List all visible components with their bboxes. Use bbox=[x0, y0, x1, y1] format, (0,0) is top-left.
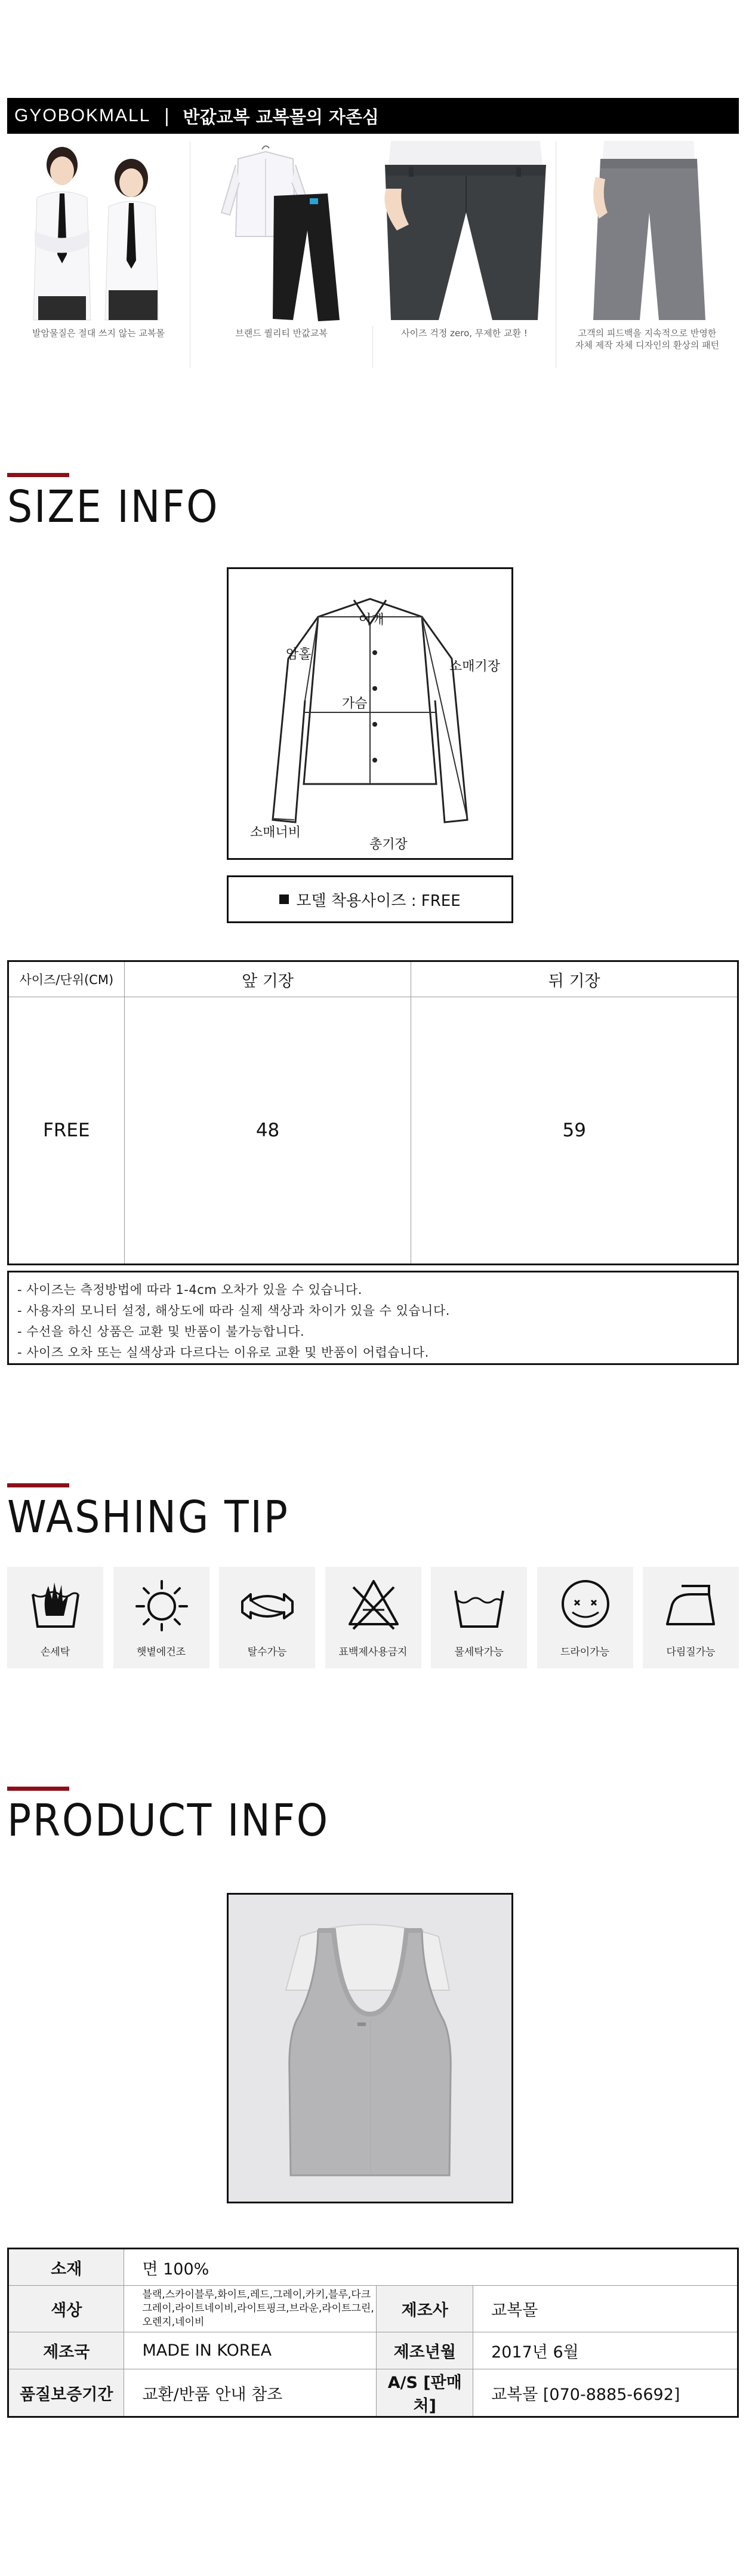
product-photo bbox=[227, 1893, 513, 2203]
brand-bar bbox=[7, 98, 739, 134]
color-key: 색상 bbox=[8, 2286, 124, 2332]
size-table-header: 뒤 기장 bbox=[411, 961, 738, 997]
warranty-value: 교환/반품 안내 참조 bbox=[124, 2369, 377, 2417]
photo-caption bbox=[7, 327, 190, 339]
photo-gray-trousers bbox=[556, 141, 739, 368]
maker-value: 교복몰 bbox=[473, 2286, 738, 2332]
waist-detail-illustration bbox=[373, 141, 556, 326]
shirt-size-diagram bbox=[227, 567, 513, 860]
wash-tile-iron bbox=[643, 1567, 739, 1668]
table-row bbox=[8, 2332, 738, 2369]
shirt-diagram-illustration bbox=[229, 569, 511, 858]
label-total-length: 총기장 bbox=[369, 837, 408, 852]
size-table bbox=[7, 960, 739, 1265]
brand-separator: | bbox=[164, 105, 170, 127]
back-length-cell: 59 bbox=[411, 997, 738, 1265]
intro-photo-strip bbox=[7, 141, 739, 368]
caption-line: 자체 제작 자체 디자인의 환상의 패턴 bbox=[575, 340, 720, 351]
table-row bbox=[8, 997, 738, 1265]
material-key: 소재 bbox=[8, 2249, 124, 2286]
material-value: 면 100% bbox=[124, 2249, 738, 2286]
brand-slogan: 반값교복 교복몰의 자존심 bbox=[183, 106, 379, 127]
label-sleeve-length: 소매기장 bbox=[449, 659, 501, 674]
model-fit-box bbox=[227, 875, 513, 923]
label-shoulder: 어깨 bbox=[359, 613, 384, 628]
as-value: 교복몰 [070-8885-6692] bbox=[473, 2369, 738, 2417]
size-info-heading-block bbox=[7, 473, 243, 532]
maker-key: 제조사 bbox=[377, 2286, 473, 2332]
wash-label: 물세탁가능 bbox=[454, 1646, 504, 1658]
date-key: 제조년월 bbox=[377, 2332, 473, 2369]
wash-label: 드라이가능 bbox=[560, 1646, 610, 1658]
sun-dry-icon bbox=[134, 1576, 189, 1631]
note-line: - 수선을 하신 상품은 교환 및 반품이 불가능합니다. bbox=[17, 1324, 305, 1339]
label-chest: 가슴 bbox=[342, 696, 368, 711]
country-value: MADE IN KOREA bbox=[124, 2332, 377, 2369]
wash-label: 손세탁 bbox=[40, 1646, 70, 1658]
size-notes bbox=[7, 1271, 739, 1365]
product-info-table bbox=[7, 2248, 739, 2418]
iron-icon bbox=[664, 1576, 719, 1631]
label-cuff: 소매너비 bbox=[250, 825, 301, 840]
students-photo-illustration bbox=[7, 141, 190, 326]
gray-trousers-illustration bbox=[556, 141, 739, 326]
color-value: 블랙,스카이블루,화이트,레드,그레이,카키,블루,다크그레이,라이트네이비,라이트핑크,브라운,라이트그린,오렌지,네이비 bbox=[124, 2286, 377, 2332]
caption-line: 사이즈 걱정 zero, 무제한 교환 ! bbox=[401, 328, 528, 339]
caption-line: 발암물질은 절대 쓰지 않는 교복몰 bbox=[32, 328, 165, 339]
product-info-heading: PRODUCT INFO bbox=[7, 1795, 329, 1846]
front-length-cell: 48 bbox=[124, 997, 411, 1265]
product-info-heading-block bbox=[7, 1787, 365, 1846]
photo-caption bbox=[190, 327, 373, 339]
hanger-outfit-illustration bbox=[190, 141, 373, 326]
wash-tile-no-bleach bbox=[325, 1567, 421, 1668]
heading-accent-line bbox=[7, 473, 69, 477]
table-row bbox=[8, 2369, 738, 2417]
table-row bbox=[8, 2249, 738, 2286]
table-row bbox=[8, 2286, 738, 2332]
wash-label: 햇볕에건조 bbox=[136, 1646, 186, 1658]
wash-tile-hand-wash bbox=[7, 1567, 103, 1668]
brand-name: GYOBOKMALL bbox=[14, 106, 151, 125]
wring-icon bbox=[240, 1576, 295, 1631]
wash-label: 다림질가능 bbox=[666, 1646, 716, 1658]
size-cell: FREE bbox=[8, 997, 125, 1265]
wash-tile-dry-clean bbox=[537, 1567, 633, 1668]
as-key: A/S [판매처] bbox=[377, 2369, 473, 2417]
model-fit-text: 모델 착용사이즈 : FREE bbox=[296, 892, 461, 910]
country-key: 제조국 bbox=[8, 2332, 124, 2369]
size-table-header-row bbox=[8, 961, 738, 997]
label-armhole: 암홀 bbox=[286, 647, 312, 662]
wash-tile-sun-dry bbox=[113, 1567, 209, 1668]
wash-label: 표백제사용금지 bbox=[338, 1646, 408, 1658]
wash-label: 탈수가능 bbox=[247, 1646, 287, 1658]
note-line: - 사이즈 오차 또는 실색상과 다르다는 이유로 교환 및 반품이 어렵습니다. bbox=[17, 1345, 429, 1360]
heading-accent-line bbox=[7, 1483, 69, 1487]
wash-tile-water-wash bbox=[431, 1567, 527, 1668]
washing-tip-heading: WASHING TIP bbox=[7, 1492, 289, 1543]
note-line: - 사용자의 모니터 설정, 해상도에 따라 실제 색상과 차이가 있을 수 있습니다. bbox=[17, 1304, 450, 1318]
photo-caption bbox=[556, 327, 739, 351]
date-value: 2017년 6월 bbox=[473, 2332, 738, 2369]
water-wash-icon bbox=[452, 1576, 507, 1631]
caption-line: 고객의 피드백을 지속적으로 반영한 bbox=[578, 328, 717, 339]
hand-wash-icon bbox=[28, 1576, 83, 1631]
caption-line: 브랜드 퀄리티 반값교복 bbox=[235, 328, 328, 339]
heading-accent-line bbox=[7, 1787, 69, 1791]
no-bleach-icon bbox=[346, 1576, 401, 1631]
photo-caption bbox=[373, 327, 556, 339]
washing-icons-row bbox=[7, 1567, 739, 1668]
photo-students bbox=[7, 141, 190, 368]
washing-tip-heading-block bbox=[7, 1483, 320, 1542]
size-table-header: 앞 기장 bbox=[124, 961, 411, 997]
square-bullet-icon bbox=[279, 894, 289, 904]
size-info-heading: SIZE INFO bbox=[7, 481, 220, 533]
tank-top-illustration bbox=[229, 1895, 511, 2202]
warranty-key: 품질보증기간 bbox=[8, 2369, 124, 2417]
dry-clean-icon bbox=[558, 1576, 613, 1631]
photo-waist-detail bbox=[373, 141, 556, 368]
size-table-header: 사이즈/단위(CM) bbox=[8, 961, 125, 997]
wash-tile-wring bbox=[219, 1567, 315, 1668]
photo-hanger-outfit bbox=[190, 141, 374, 368]
note-line: - 사이즈는 측정방법에 따라 1-4cm 오차가 있을 수 있습니다. bbox=[17, 1283, 362, 1297]
